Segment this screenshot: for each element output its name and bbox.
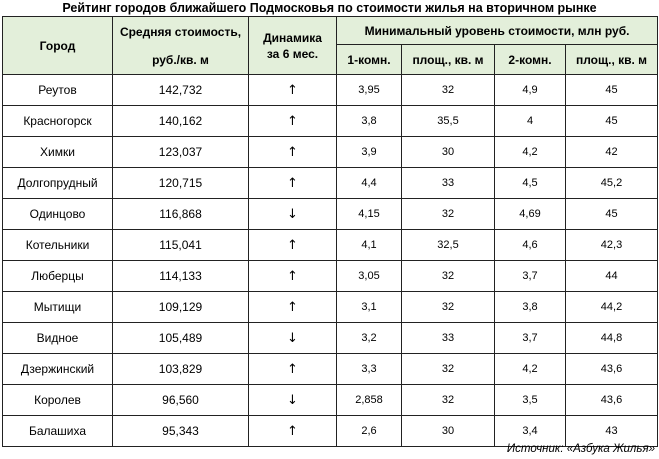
min-two-room-cell: 3,8 — [495, 292, 566, 323]
table-row — [3, 137, 658, 168]
arrow-up-icon: ↑ — [249, 137, 337, 168]
area-two-cell: 45 — [566, 199, 658, 230]
city-cell: Люберцы — [3, 261, 113, 292]
header-dynamics-line2: за 6 мес. — [266, 46, 319, 61]
city-cell: Королев — [3, 385, 113, 416]
min-two-room-cell: 4,2 — [495, 137, 566, 168]
city-cell: Дзержинский — [3, 354, 113, 385]
min-two-room-cell: 4,9 — [495, 75, 566, 106]
avg-cost-cell: 96,560 — [113, 385, 249, 416]
min-two-room-cell: 3,4 — [495, 416, 566, 447]
area-two-cell: 44,2 — [566, 292, 658, 323]
table-body — [3, 75, 658, 447]
table-row — [3, 354, 658, 385]
city-cell: Одинцово — [3, 199, 113, 230]
avg-cost-cell: 103,829 — [113, 354, 249, 385]
avg-cost-cell: 140,162 — [113, 106, 249, 137]
min-one-room-cell: 3,8 — [337, 106, 402, 137]
area-two-cell: 43 — [566, 416, 658, 447]
table-row — [3, 230, 658, 261]
table-row — [3, 75, 658, 106]
area-one-cell: 33 — [402, 168, 495, 199]
area-one-cell: 32 — [402, 261, 495, 292]
avg-cost-cell: 123,037 — [113, 137, 249, 168]
min-two-room-cell: 4,5 — [495, 168, 566, 199]
area-one-cell: 32 — [402, 354, 495, 385]
min-two-room-cell: 4,69 — [495, 199, 566, 230]
city-cell: Видное — [3, 323, 113, 354]
area-two-cell: 45 — [566, 106, 658, 137]
table-row — [3, 323, 658, 354]
area-one-cell: 30 — [402, 416, 495, 447]
header-two-room: 2-комн. — [495, 45, 566, 75]
header-min-level: Минимальный уровень стоимости, млн руб. — [337, 17, 658, 45]
avg-cost-cell: 109,129 — [113, 292, 249, 323]
min-one-room-cell: 4,4 — [337, 168, 402, 199]
arrow-up-icon: ↑ — [249, 416, 337, 447]
arrow-up-icon: ↑ — [249, 75, 337, 106]
min-two-room-cell: 4,2 — [495, 354, 566, 385]
table-title: Рейтинг городов ближайшего Подмосковья по стоимости жилья на вторичном рынке — [62, 1, 597, 15]
area-two-cell: 42 — [566, 137, 658, 168]
city-cell: Балашиха — [3, 416, 113, 447]
header-avg-cost-line1: Средняя стоимость, — [119, 24, 242, 39]
avg-cost-cell: 95,343 — [113, 416, 249, 447]
source-note: Источник: «Азбука Жилья» — [506, 443, 655, 455]
city-cell: Долгопрудный — [3, 168, 113, 199]
arrow-down-icon: ↓ — [249, 385, 337, 416]
arrow-up-icon: ↑ — [249, 292, 337, 323]
area-one-cell: 32,5 — [402, 230, 495, 261]
min-one-room-cell: 3,9 — [337, 137, 402, 168]
area-two-cell: 45,2 — [566, 168, 658, 199]
arrow-up-icon: ↑ — [249, 230, 337, 261]
city-cell: Реутов — [3, 75, 113, 106]
arrow-down-icon: ↓ — [249, 323, 337, 354]
city-cell: Мытищи — [3, 292, 113, 323]
header-avg-cost-line2: руб./кв. м — [152, 52, 209, 67]
area-two-cell: 44 — [566, 261, 658, 292]
area-two-cell: 43,6 — [566, 354, 658, 385]
city-cell: Химки — [3, 137, 113, 168]
arrow-up-icon: ↑ — [249, 106, 337, 137]
area-one-cell: 32 — [402, 292, 495, 323]
min-one-room-cell: 3,1 — [337, 292, 402, 323]
area-one-cell: 32 — [402, 385, 495, 416]
arrow-up-icon: ↑ — [249, 168, 337, 199]
table-row — [3, 106, 658, 137]
arrow-up-icon: ↑ — [249, 261, 337, 292]
arrow-down-icon: ↓ — [249, 199, 337, 230]
min-one-room-cell: 4,15 — [337, 199, 402, 230]
min-one-room-cell: 3,95 — [337, 75, 402, 106]
min-two-room-cell: 4,6 — [495, 230, 566, 261]
min-two-room-cell: 3,5 — [495, 385, 566, 416]
area-one-cell: 30 — [402, 137, 495, 168]
avg-cost-cell: 114,133 — [113, 261, 249, 292]
table-row — [3, 261, 658, 292]
avg-cost-cell: 116,868 — [113, 199, 249, 230]
area-two-cell: 45 — [566, 75, 658, 106]
header-avg-cost — [113, 17, 249, 75]
min-two-room-cell: 4 — [495, 106, 566, 137]
header-area-one: площ., кв. м — [402, 45, 495, 75]
area-one-cell: 32 — [402, 75, 495, 106]
table-row — [3, 292, 658, 323]
area-one-cell: 32 — [402, 199, 495, 230]
area-one-cell: 35,5 — [402, 106, 495, 137]
header-area-two: площ., кв. м — [566, 45, 658, 75]
min-one-room-cell: 4,1 — [337, 230, 402, 261]
header-city: Город — [3, 17, 113, 75]
avg-cost-cell: 105,489 — [113, 323, 249, 354]
min-one-room-cell: 2,6 — [337, 416, 402, 447]
min-two-room-cell: 3,7 — [495, 323, 566, 354]
area-two-cell: 44,8 — [566, 323, 658, 354]
header-dynamics-line1: Динамика — [263, 30, 322, 45]
min-two-room-cell: 3,7 — [495, 261, 566, 292]
city-cell: Котельники — [3, 230, 113, 261]
min-one-room-cell: 2,858 — [337, 385, 402, 416]
header-dynamics — [249, 17, 337, 75]
avg-cost-cell: 142,732 — [113, 75, 249, 106]
area-two-cell: 43,6 — [566, 385, 658, 416]
min-one-room-cell: 3,3 — [337, 354, 402, 385]
area-one-cell: 33 — [402, 323, 495, 354]
price-rating-table — [2, 16, 658, 447]
min-one-room-cell: 3,05 — [337, 261, 402, 292]
area-two-cell: 42,3 — [566, 230, 658, 261]
table-row — [3, 168, 658, 199]
city-cell: Красногорск — [3, 106, 113, 137]
avg-cost-cell: 120,715 — [113, 168, 249, 199]
min-one-room-cell: 3,2 — [337, 323, 402, 354]
table-row — [3, 199, 658, 230]
avg-cost-cell: 115,041 — [113, 230, 249, 261]
header-one-room: 1-комн. — [337, 45, 402, 75]
table-row — [3, 385, 658, 416]
arrow-up-icon: ↑ — [249, 354, 337, 385]
